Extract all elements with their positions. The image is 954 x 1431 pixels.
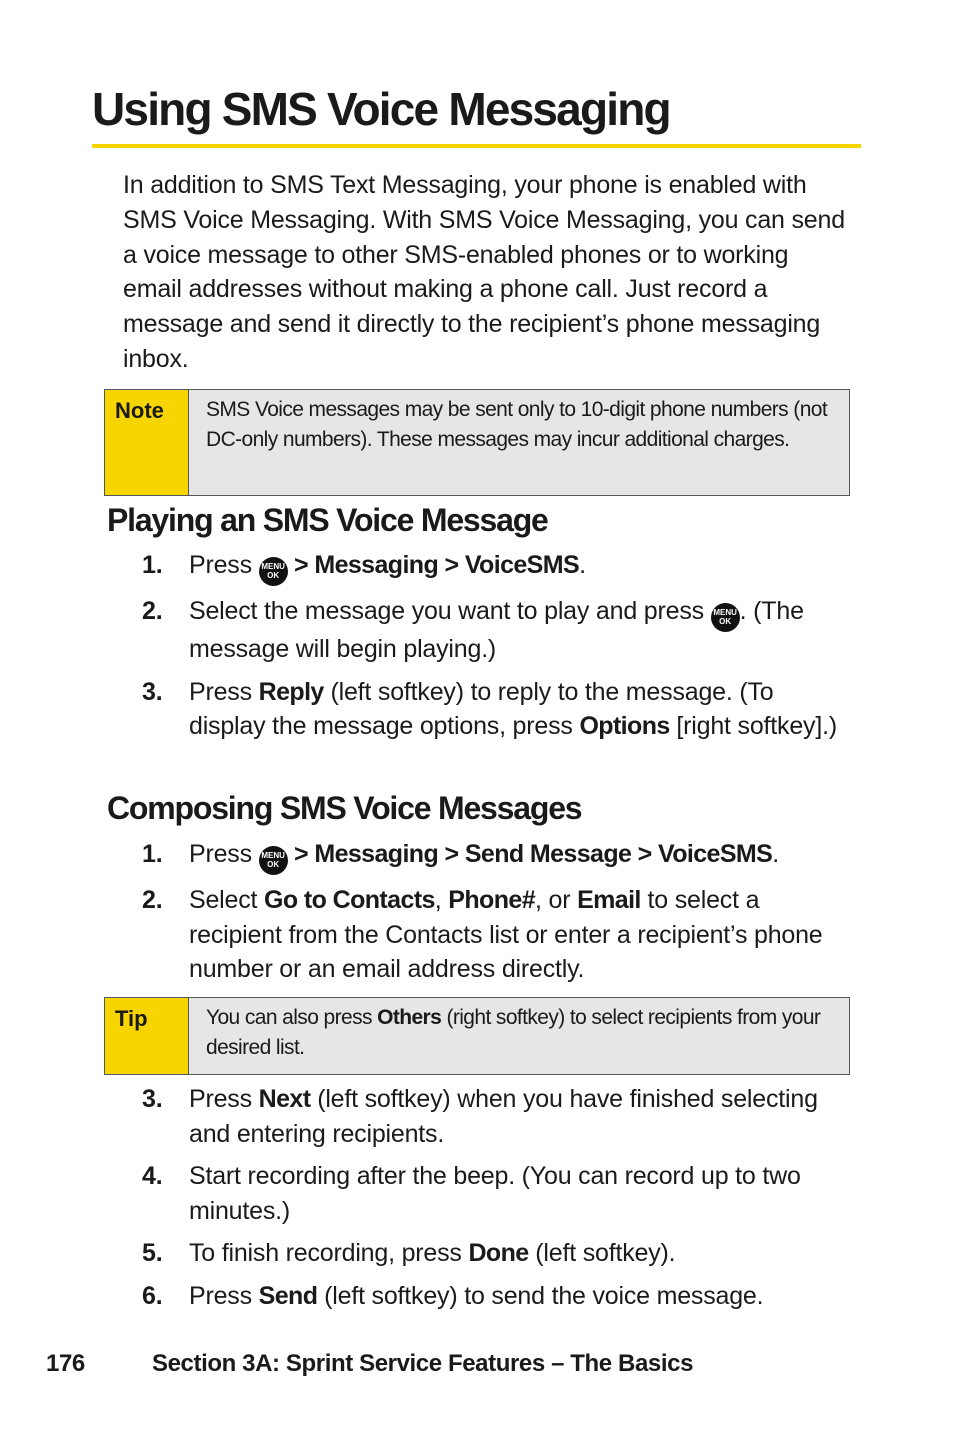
step-text: (left softkey). bbox=[528, 1239, 676, 1267]
step-number: 3. bbox=[142, 677, 163, 706]
list-item bbox=[0, 1082, 954, 1151]
step-text: (left softkey) to send the voice message. bbox=[317, 1281, 764, 1310]
softkey-next: Next bbox=[258, 1085, 311, 1113]
list-item bbox=[0, 548, 954, 586]
list-item bbox=[0, 594, 954, 667]
step-text: to select a recipient from the Contacts list or enter a recipient’s phone number or an email address directly. bbox=[189, 886, 823, 983]
step-number: 1. bbox=[142, 840, 163, 868]
list-item bbox=[0, 1279, 954, 1314]
tip-text-part: (right softkey) to select recipients from your desired list. bbox=[206, 1006, 821, 1059]
step-text: . bbox=[579, 551, 586, 579]
softkey-reply: Reply bbox=[258, 677, 324, 706]
tip-label: Tip bbox=[105, 998, 189, 1074]
step-text: To finish recording, press bbox=[189, 1239, 469, 1267]
step-text: . bbox=[772, 840, 779, 868]
note-text: SMS Voice messages may be sent only to 10-digit phone numbers (not DC-only numbers). These messages may incur additional charges. bbox=[206, 398, 828, 451]
softkey-options: Options bbox=[579, 712, 670, 740]
list-item bbox=[0, 1159, 954, 1228]
step-text: Press bbox=[189, 1281, 259, 1310]
step-number: 1. bbox=[142, 551, 163, 579]
list-item bbox=[0, 837, 954, 875]
tip-text bbox=[189, 998, 849, 1074]
step-number: 3. bbox=[142, 1085, 163, 1113]
step-number: 2. bbox=[142, 597, 163, 625]
page-title: Using SMS Voice Messaging bbox=[92, 83, 670, 135]
page-number: 176 bbox=[46, 1350, 85, 1377]
step-text: Select the message you want to play and press bbox=[189, 597, 711, 625]
step-number: 4. bbox=[142, 1162, 163, 1190]
note-label: Note bbox=[105, 390, 189, 495]
section-heading-composing: Composing SMS Voice Messages bbox=[107, 790, 582, 826]
step-text: Press bbox=[189, 677, 259, 706]
step-text: , or bbox=[535, 886, 578, 914]
step-text: , bbox=[434, 886, 449, 914]
menu-ok-key-icon: MENU OK bbox=[259, 846, 288, 875]
step-text: [right softkey].) bbox=[669, 712, 837, 740]
step-text: . (The message will begin playing.) bbox=[189, 597, 804, 663]
step-text: (left softkey) when you have finished selecting and entering recipients. bbox=[189, 1085, 818, 1148]
softkey-others: Others bbox=[377, 1006, 442, 1029]
step-text: (left softkey) to reply to the message. (To display the message options, press bbox=[189, 677, 774, 740]
option-email: Email bbox=[577, 886, 641, 914]
step-text: Press bbox=[189, 1085, 259, 1113]
option-go-to-contacts: Go to Contacts bbox=[264, 886, 435, 914]
list-item bbox=[0, 675, 954, 744]
step-text: Press bbox=[189, 840, 259, 868]
menu-ok-key-icon: MENU OK bbox=[259, 557, 288, 586]
step-number: 6. bbox=[142, 1281, 163, 1310]
menu-path: > Messaging > VoiceSMS bbox=[287, 551, 580, 579]
step-number: 5. bbox=[142, 1239, 163, 1267]
step-text: Press bbox=[189, 551, 259, 579]
playing-steps bbox=[0, 548, 954, 744]
step-text: Start recording after the beep. (You can record up to two minutes.) bbox=[189, 1162, 801, 1225]
section-heading-playing: Playing an SMS Voice Message bbox=[107, 502, 548, 538]
softkey-send: Send bbox=[258, 1281, 318, 1310]
composing-steps-part1 bbox=[0, 837, 954, 987]
step-text: Select bbox=[189, 886, 265, 914]
title-underline bbox=[92, 144, 861, 148]
option-phone: Phone# bbox=[448, 886, 535, 914]
page-footer bbox=[46, 1350, 694, 1378]
intro-paragraph: In addition to SMS Text Messaging, your phone is enabled with SMS Voice Messaging. With SMS Voice Messaging, you can send a voice message to other SMS-enabled phones or to working email addresses without making a phone call. Just record a message and send it directly to the recipient’s phone messaging inbox. bbox=[123, 171, 845, 373]
menu-ok-key-icon: MENU OK bbox=[711, 603, 740, 632]
list-item bbox=[0, 883, 954, 987]
list-item bbox=[0, 1236, 954, 1271]
note-callout bbox=[104, 389, 850, 496]
composing-steps-part2 bbox=[0, 1082, 954, 1313]
softkey-done: Done bbox=[468, 1239, 529, 1267]
tip-callout bbox=[104, 997, 850, 1075]
footer-section-title: Section 3A: Sprint Service Features – The Basics bbox=[152, 1350, 694, 1377]
step-number: 2. bbox=[142, 886, 163, 914]
tip-text-part: You can also press bbox=[206, 1006, 378, 1029]
menu-path: > Messaging > Send Message > VoiceSMS bbox=[287, 840, 773, 868]
